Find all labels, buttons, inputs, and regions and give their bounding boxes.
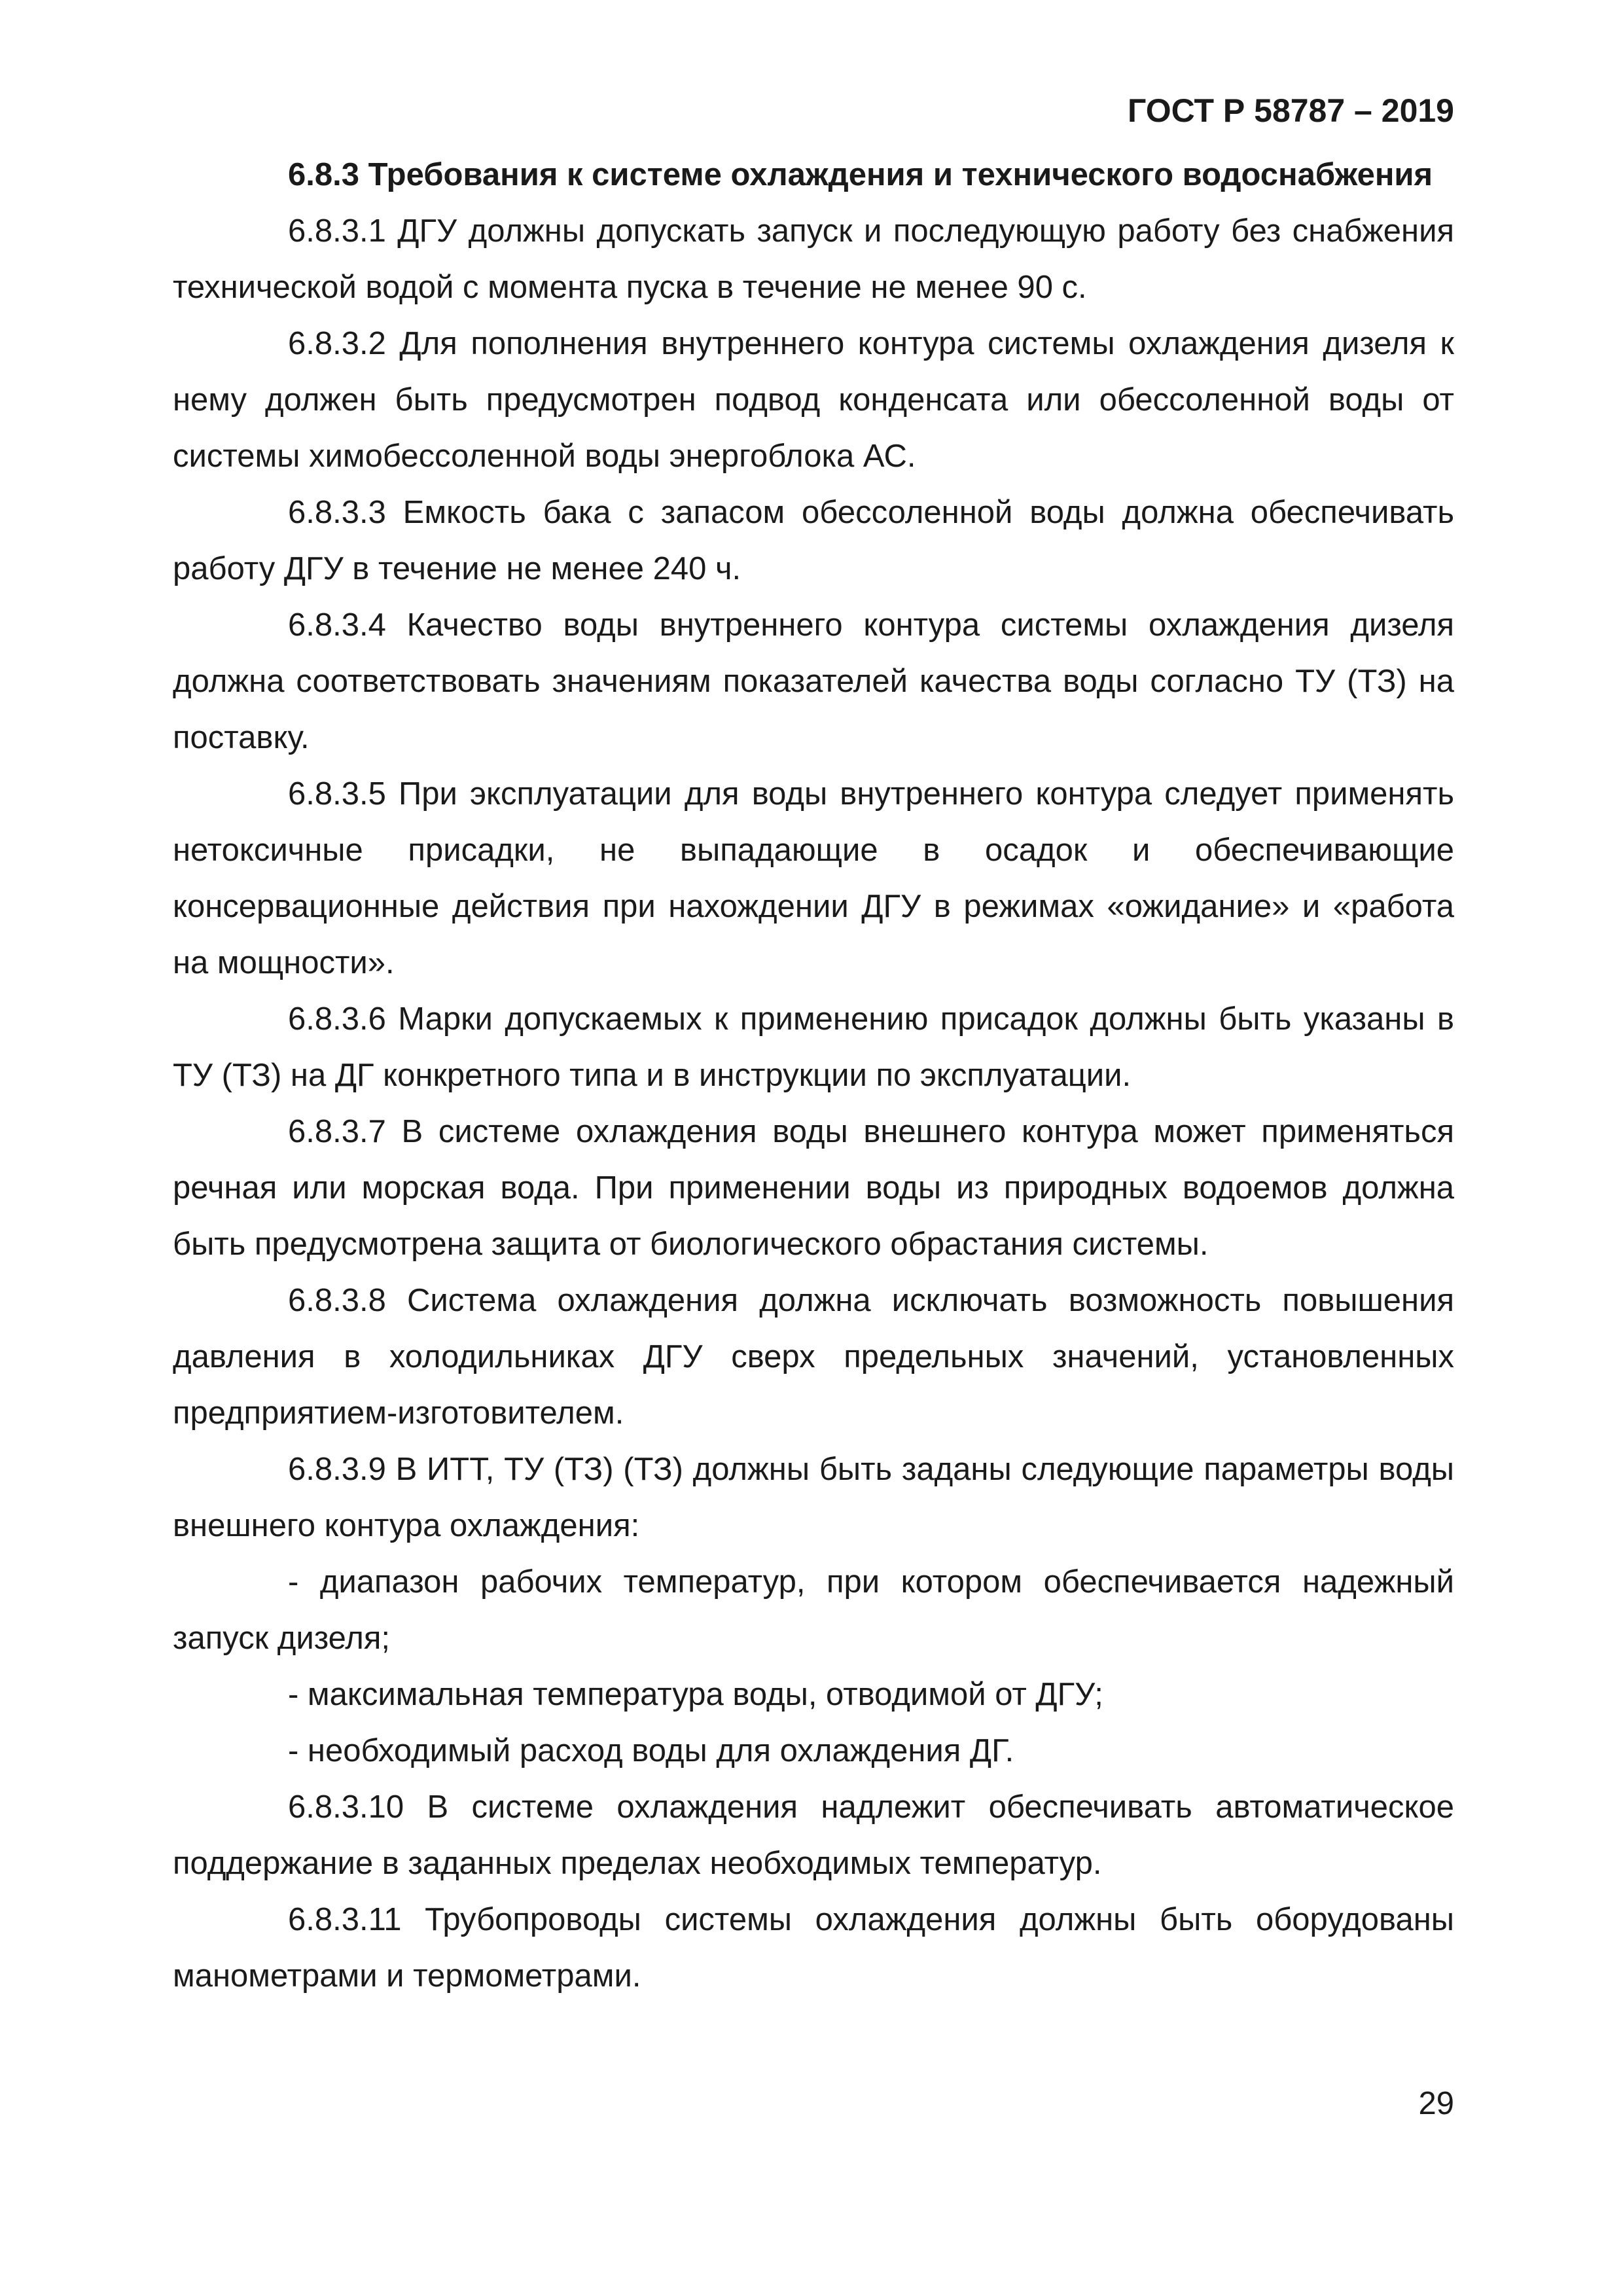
paragraph-6-8-3-9: 6.8.3.9 В ИТТ, ТУ (ТЗ) (ТЗ) должны быть заданы следующие параметры воды внешнего контура охлаждения: <box>173 1452 1454 1543</box>
page-number: 29 <box>1418 2086 1454 2121</box>
paragraph-6-8-3-10: 6.8.3.10 В системе охлаждения надлежит обеспечивать автоматическое поддержание в заданных пределах необходимых температур. <box>173 1789 1454 1881</box>
paragraph-6-8-3-3: 6.8.3.3 Емкость бака с запасом обессоленной воды должна обеспечивать работу ДГУ в течение не менее 240 ч. <box>173 495 1454 586</box>
section-heading: 6.8.3 Требования к системе охлаждения и технического водоснабжения <box>288 157 1433 192</box>
paragraph-6-8-3-8: 6.8.3.8 Система охлаждения должна исключать возможность повышения давления в холодильниках ДГУ сверх предельных значений, установленных предприятием-изготовителем. <box>173 1283 1454 1431</box>
document-body <box>173 147 1454 2004</box>
paragraph-6-8-3-7: 6.8.3.7 В системе охлаждения воды внешнего контура может применяться речная или морская вода. При применении воды из природных водоемов должна быть предусмотрена защита от биологического обрастания системы. <box>173 1114 1454 1262</box>
list-item-water-flow-rate: - необходимый расход воды для охлаждения ДГ. <box>288 1733 1014 1768</box>
list-item-temperature-range: - диапазон рабочих температур, при котором обеспечивается надежный запуск дизеля; <box>173 1564 1454 1656</box>
paragraph-6-8-3-11: 6.8.3.11 Трубопроводы системы охлаждения должны быть оборудованы манометрами и термометрами. <box>173 1902 1454 1994</box>
paragraph-6-8-3-4: 6.8.3.4 Качество воды внутреннего контура системы охлаждения дизеля должна соответствовать значениям показателей качества воды согласно ТУ (ТЗ) на поставку. <box>173 607 1454 755</box>
document-header-id: ГОСТ Р 58787 – 2019 <box>1128 92 1454 129</box>
paragraph-6-8-3-1: 6.8.3.1 ДГУ должны допускать запуск и последующую работу без снабжения технической водой с момента пуска в течение не менее 90 с. <box>173 213 1454 305</box>
paragraph-6-8-3-2: 6.8.3.2 Для пополнения внутреннего контура системы охлаждения дизеля к нему должен быть предусмотрен подвод конденсата или обессоленной воды от системы химобессоленной воды энергоблока АС. <box>173 326 1454 474</box>
paragraph-6-8-3-5: 6.8.3.5 При эксплуатации для воды внутреннего контура следует применять нетоксичные присадки, не выпадающие в осадок и обеспечивающие консервационные действия при нахождении ДГУ в режимах «ожидание» и «работа на мощности». <box>173 776 1454 980</box>
paragraph-6-8-3-6: 6.8.3.6 Марки допускаемых к применению присадок должны быть указаны в ТУ (ТЗ) на ДГ конкретного типа и в инструкции по эксплуатации. <box>173 1001 1454 1093</box>
list-item-max-water-temperature: - максимальная температура воды, отводимой от ДГУ; <box>288 1677 1103 1712</box>
